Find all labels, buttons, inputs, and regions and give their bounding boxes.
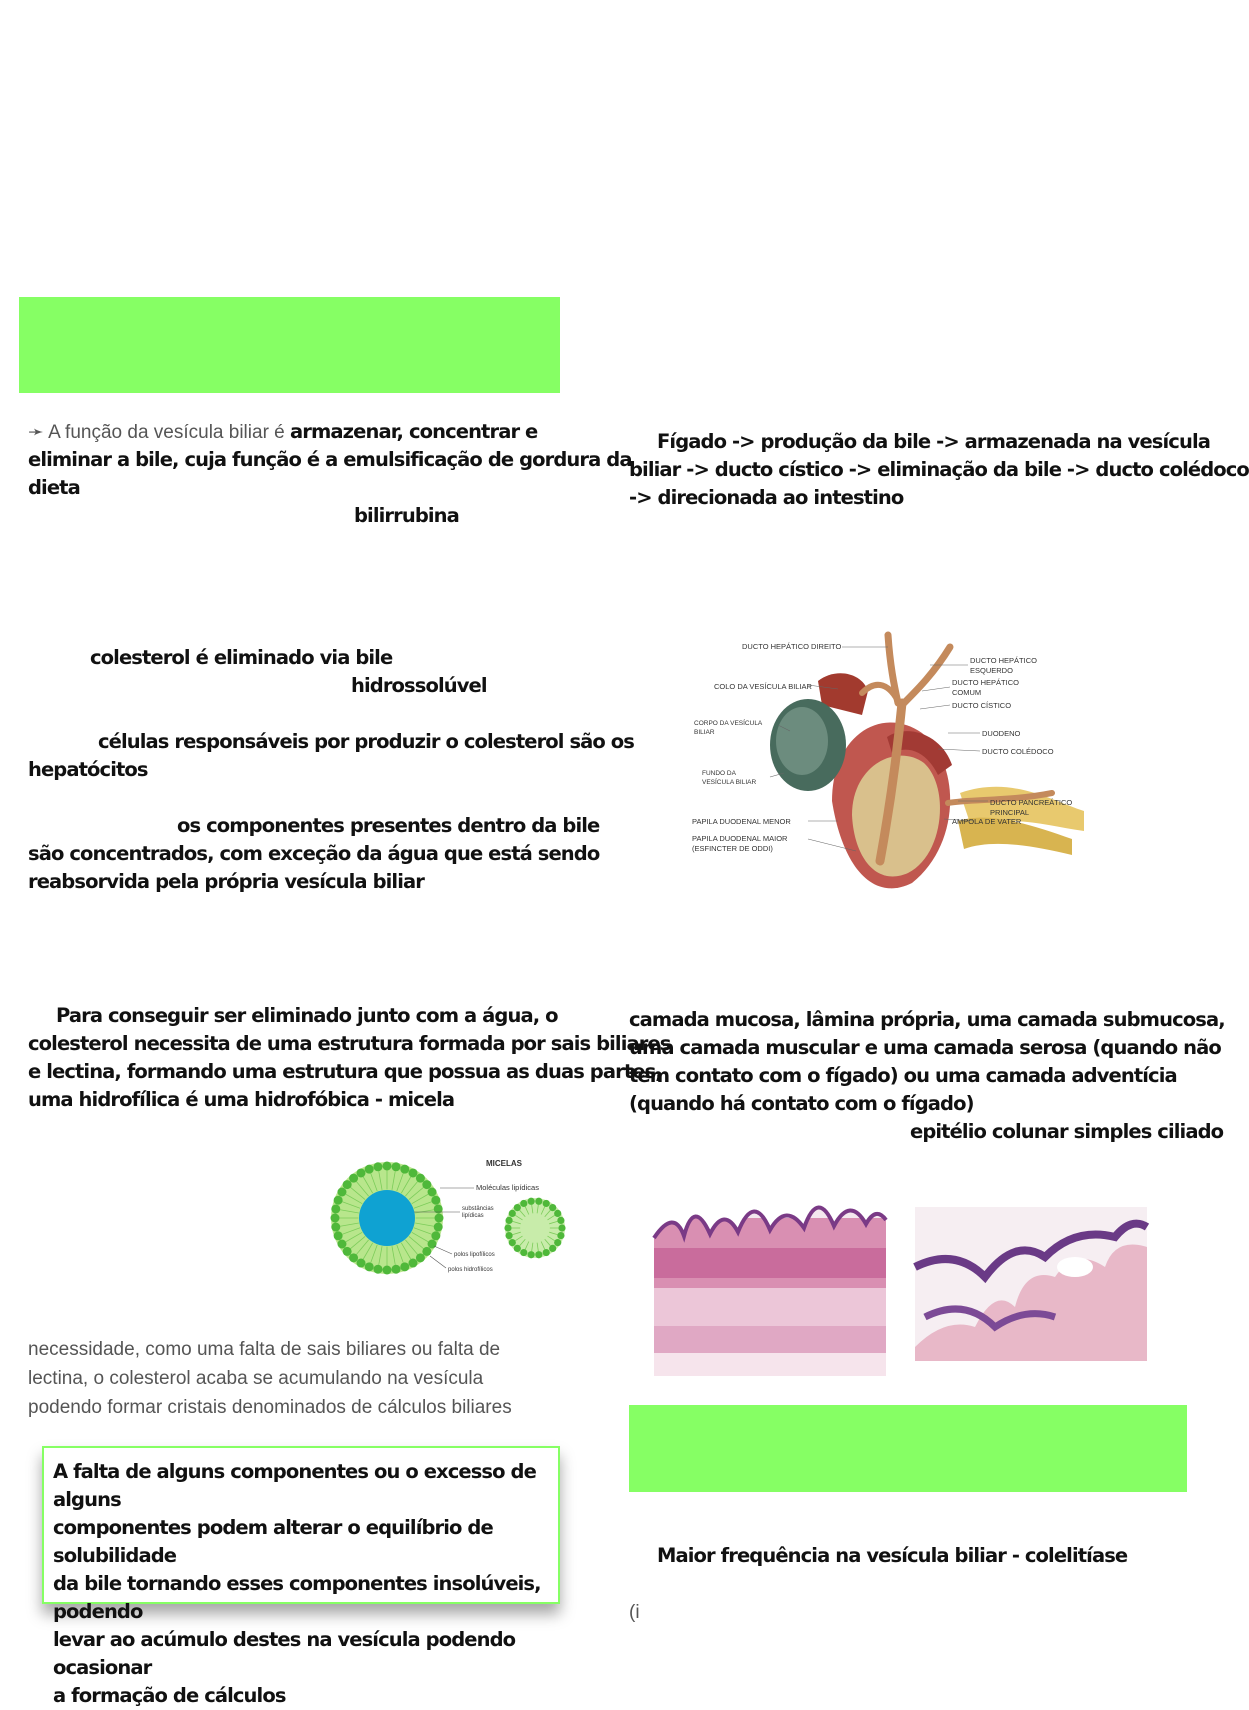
micelle-head — [337, 1240, 346, 1249]
micelle-head — [392, 1265, 401, 1274]
necessidade-line-1: necessidade, como uma falta de sais biliares ou falta de — [28, 1339, 501, 1360]
anatomy-label-2a: DUCTO HEPÁTICO — [970, 656, 1037, 665]
camadas-line-3: tem contato com o fígado) ou uma camada adventícia — [629, 1064, 1177, 1087]
frequencia-text: Maior frequência na vesícula biliar - colelitíase — [657, 1544, 1128, 1567]
fluxo-line-2: biliar -> ducto cístico -> eliminação da bile -> ducto colédoco — [629, 458, 1249, 481]
micelle-head — [373, 1265, 382, 1274]
micelle-head — [434, 1223, 443, 1232]
funcao-bold-1: armazenar, concentrar e — [290, 420, 538, 443]
histology-image-1 — [654, 1178, 886, 1376]
note-box — [42, 1446, 560, 1707]
micelle-head — [509, 1239, 516, 1246]
anatomy-label-7: DUODENO — [982, 729, 1021, 738]
micela-line-3: e lectina, formando uma estrutura que possua as duas partes, — [28, 1060, 662, 1083]
micela-line-4: uma hidrofílica é uma hidrofóbica - micela — [28, 1088, 455, 1111]
micelle-head — [422, 1180, 431, 1189]
epitelio-text: epitélio colunar simples ciliado — [910, 1120, 1224, 1143]
note-line-3: da bile tornando esses componentes insolúveis, podendo — [53, 1572, 541, 1623]
anatomy-label-13b: (ESFINCTER DE ODDI) — [692, 844, 773, 853]
micelle-head — [334, 1231, 343, 1240]
micelle-head — [543, 1249, 550, 1256]
note-line-1: A falta de alguns componentes ou o excesso de alguns — [53, 1460, 536, 1511]
micelle-head — [435, 1214, 444, 1223]
micelle-head — [431, 1231, 440, 1240]
camadas-line-2: uma camada muscular e uma camada serosa (quando não — [629, 1036, 1221, 1059]
micelle-head — [535, 1251, 542, 1258]
micelle-head — [558, 1224, 565, 1231]
micelle-head — [549, 1245, 556, 1252]
micelle-head — [400, 1165, 409, 1174]
micelle-head — [509, 1210, 516, 1217]
necessidade-line-2: lectina, o colesterol acaba se acumulando na vesícula — [28, 1368, 484, 1389]
micelas-label-3: polos lipofílicos — [454, 1252, 495, 1258]
fluxo-line-3: -> direcionada ao intestino — [629, 486, 904, 509]
large-micelle — [331, 1162, 444, 1275]
note-line-5: a formação de cálculos — [53, 1684, 286, 1707]
micelle-head — [554, 1239, 561, 1246]
micelas-figure — [330, 1152, 570, 1280]
camadas-line-1: camada mucosa, lâmina própria, uma camada submucosa, — [629, 1008, 1225, 1031]
micelle-head — [422, 1247, 431, 1256]
micelle-head — [514, 1245, 521, 1252]
micelle-head — [416, 1174, 425, 1183]
componentes-line-1: os componentes presentes dentro da bile — [177, 814, 600, 837]
section-banner-right — [629, 1405, 1187, 1492]
micelle-head — [337, 1188, 346, 1197]
micelle-head — [505, 1217, 512, 1224]
bilirrubina-text: bilirrubina — [354, 504, 459, 527]
micelle-head — [528, 1251, 535, 1258]
funcao-line-3: dieta — [28, 476, 80, 499]
micelle-head — [383, 1266, 392, 1275]
funcao-line-2: eliminar a bile, cuja função é a emulsificação de gordura da — [28, 448, 632, 471]
micelle-head — [557, 1232, 564, 1239]
micelle-head — [392, 1162, 401, 1171]
note-line-2: componentes podem alterar o equilíbrio de solubilidade — [53, 1516, 493, 1567]
celulas-line-1: células responsáveis por produzir o colesterol são os — [98, 730, 635, 753]
small-micelle — [504, 1198, 565, 1259]
micelle-head — [504, 1224, 511, 1231]
micelle-head — [357, 1168, 366, 1177]
micelle-head — [505, 1232, 512, 1239]
anatomy-label-10b: PRINCIPAL — [990, 808, 1030, 817]
anatomy-label-6b: BILIAR — [694, 729, 715, 736]
micelas-title: MICELAS — [486, 1159, 522, 1168]
micelle-head — [357, 1259, 366, 1268]
micelle-head — [528, 1198, 535, 1205]
fluxo-line-1: Fígado -> produção da bile -> armazenada na vesícula — [657, 430, 1210, 453]
micelas-label-2a: substâncias — [462, 1206, 494, 1212]
note-line-4: levar ao acúmulo destes na vesícula podendo ocasionar — [53, 1628, 516, 1679]
micelle-head — [349, 1253, 358, 1262]
micelle-head — [365, 1262, 374, 1271]
camadas-line-4: (quando há contato com o fígado) — [629, 1092, 974, 1115]
micelle-head — [331, 1214, 340, 1223]
micelle-head — [535, 1198, 542, 1205]
anatomy-label-10a: DUCTO PANCREÁTICO — [990, 798, 1073, 807]
micelle-head — [431, 1196, 440, 1205]
anatomy-label-4a: DUCTO HEPÁTICO — [952, 678, 1019, 687]
micela-line-1: Para conseguir ser eliminado junto com a água, o — [56, 1004, 558, 1027]
micelle-head — [554, 1210, 561, 1217]
funcao-intro: ➛ A função da vesícula biliar é — [28, 422, 291, 443]
anatomy-label-6a: CORPO DA VESÍCULA — [694, 720, 763, 727]
micelle-head — [428, 1240, 437, 1249]
micelle-head — [331, 1223, 340, 1232]
micelle-head — [400, 1262, 409, 1271]
micelle-head — [409, 1168, 418, 1177]
funcao-line-1 — [28, 418, 537, 447]
gallbladder-anatomy-figure — [692, 625, 1092, 901]
micelle-head — [383, 1162, 392, 1171]
colesterol-text: colesterol é eliminado via bile — [90, 646, 393, 669]
hidrossoluvel-text: hidrossolúvel — [351, 674, 487, 697]
micelle-head — [349, 1174, 358, 1183]
anatomy-label-1: DUCTO HEPÁTICO DIREITO — [742, 642, 842, 651]
paren-fragment: (i — [629, 1602, 640, 1623]
micelas-label-2b: lipídicas — [462, 1213, 484, 1219]
celulas-line-2: hepatócitos — [28, 758, 148, 781]
anatomy-label-9a: FUNDO DA — [702, 770, 736, 777]
micelle-head — [549, 1204, 556, 1211]
micelle-head — [514, 1204, 521, 1211]
componentes-line-3: reabsorvida pela própria vesícula biliar — [28, 870, 424, 893]
micelle-head — [365, 1165, 374, 1174]
micelas-label-1: Moléculas lipídicas — [476, 1183, 539, 1192]
necessidade-line-3: podendo formar cristais denominados de cálculos biliares — [28, 1397, 512, 1418]
anatomy-label-11: PAPILA DUODENAL MENOR — [692, 817, 791, 826]
micelle-head — [557, 1217, 564, 1224]
micelle-head — [543, 1200, 550, 1207]
micelle-head — [428, 1188, 437, 1197]
micelle-head — [409, 1259, 418, 1268]
section-banner-top-left — [19, 297, 560, 393]
micelas-label-4: polos hidrofílicos — [448, 1267, 493, 1273]
anatomy-label-9b: VESÍCULA BILIAR — [702, 779, 757, 786]
micelle-head — [331, 1204, 340, 1213]
micelle-head — [373, 1162, 382, 1171]
anatomy-label-4b: COMUM — [952, 688, 982, 697]
anatomy-label-3: COLO DA VESÍCULA BILIAR — [714, 682, 812, 691]
micelle-head — [520, 1249, 527, 1256]
anatomy-label-13a: PAPILA DUODENAL MAIOR — [692, 834, 788, 843]
anatomy-label-8: DUCTO COLÉDOCO — [982, 747, 1054, 756]
micelle-head — [416, 1253, 425, 1262]
anatomy-label-12: AMPOLA DE VATER — [952, 817, 1022, 826]
histology-image-2 — [915, 1207, 1147, 1361]
micelle-head — [520, 1200, 527, 1207]
micelle-head — [334, 1196, 343, 1205]
micelle-head — [343, 1180, 352, 1189]
componentes-line-2: são concentrados, com exceção da água que está sendo — [28, 842, 600, 865]
micelle-head — [343, 1247, 352, 1256]
anatomy-label-5: DUCTO CÍSTICO — [952, 701, 1012, 710]
micela-line-2: colesterol necessita de uma estrutura formada por sais biliares — [28, 1032, 671, 1055]
anatomy-label-2b: ESQUERDO — [970, 666, 1013, 675]
